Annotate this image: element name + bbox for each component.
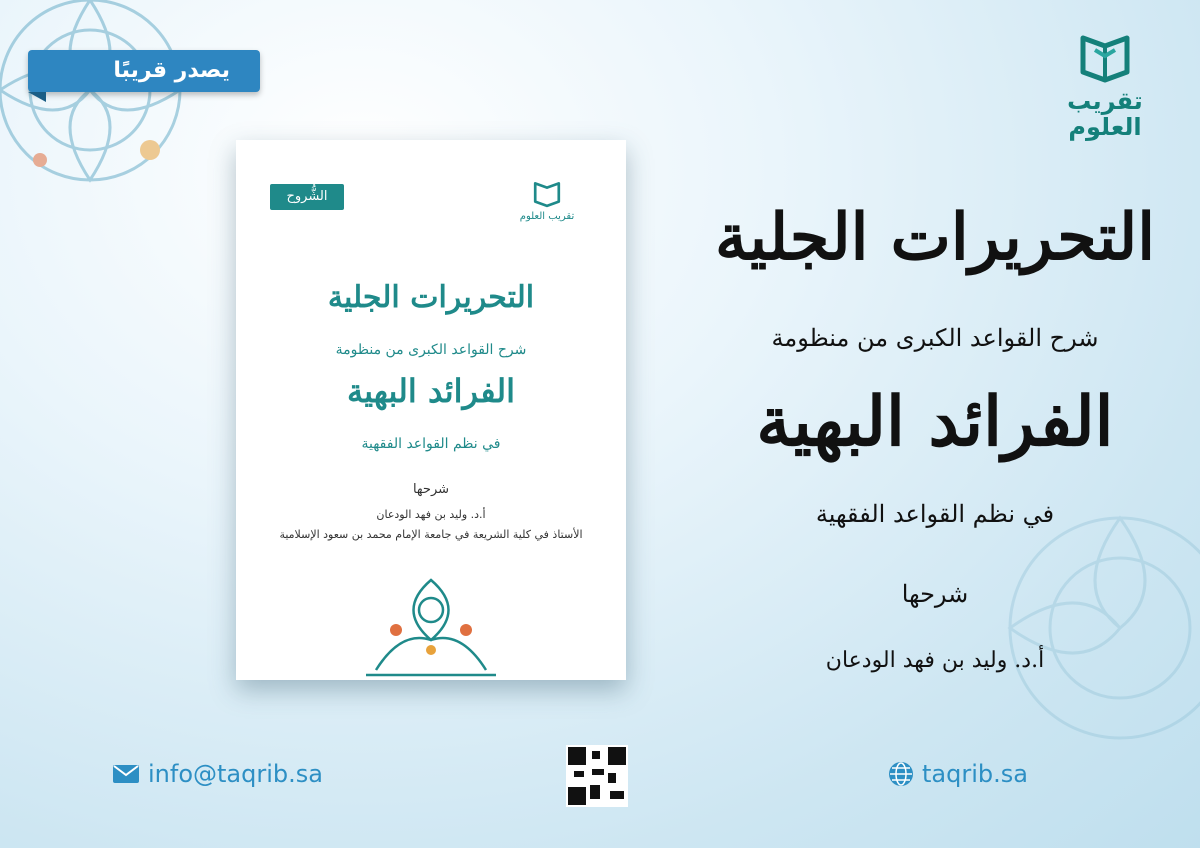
feature-subtitle2: في نظم القواعد الفقهية [815, 500, 1055, 528]
cover-subtitle2: في نظم القواعد الفقهية [361, 436, 501, 452]
cover-publisher-logo [512, 178, 582, 222]
coming-soon-ribbon [28, 40, 260, 100]
floral-ornament [0, 0, 220, 220]
globe-icon [888, 761, 914, 787]
website-text: taqrib.sa [922, 760, 1028, 788]
open-book-icon [1077, 28, 1133, 84]
cover-sharh-label: شرحها [412, 482, 450, 497]
feature-sharh-label: شرحها [901, 580, 969, 608]
feature-subtitle: شرح القواعد الكبرى من منظومة [771, 324, 1099, 352]
email-text: info@taqrib.sa [148, 760, 323, 788]
feature-title-second: الفرائد البهية [756, 382, 1114, 462]
envelope-icon [112, 764, 140, 784]
cover-author: أ.د. وليد بن فهد الودعان [376, 508, 486, 521]
publisher-logo [1050, 28, 1160, 140]
cover-subtitle: شرح القواعد الكبرى من منظومة [335, 342, 527, 358]
cover-title-second: الفرائد البهية [346, 372, 516, 410]
cover-author-affiliation: الأستاذ في كلية الشريعة في جامعة الإمام محمد بن سعود الإسلامية [279, 528, 583, 541]
qr-code[interactable] [566, 745, 628, 807]
publisher-name-line2: العلوم [1068, 113, 1142, 141]
website-contact[interactable] [888, 760, 1028, 788]
open-book-icon [532, 178, 562, 208]
book-cover [236, 140, 626, 680]
feature-author: أ.د. وليد بن فهد الودعان [825, 648, 1045, 673]
email-contact[interactable] [112, 760, 323, 788]
publisher-name-line1: تقريب [1067, 87, 1143, 115]
series-tag: الشُّروح [270, 184, 344, 210]
coming-soon-label: يصدر قريبًا [113, 58, 230, 83]
cover-logo-text: تقريب العلوم [519, 211, 575, 222]
cover-title-main: التحريرات الجلية [327, 280, 535, 315]
cover-floral-motif [356, 570, 506, 680]
feature-title-main: التحريرات الجلية [714, 200, 1156, 275]
